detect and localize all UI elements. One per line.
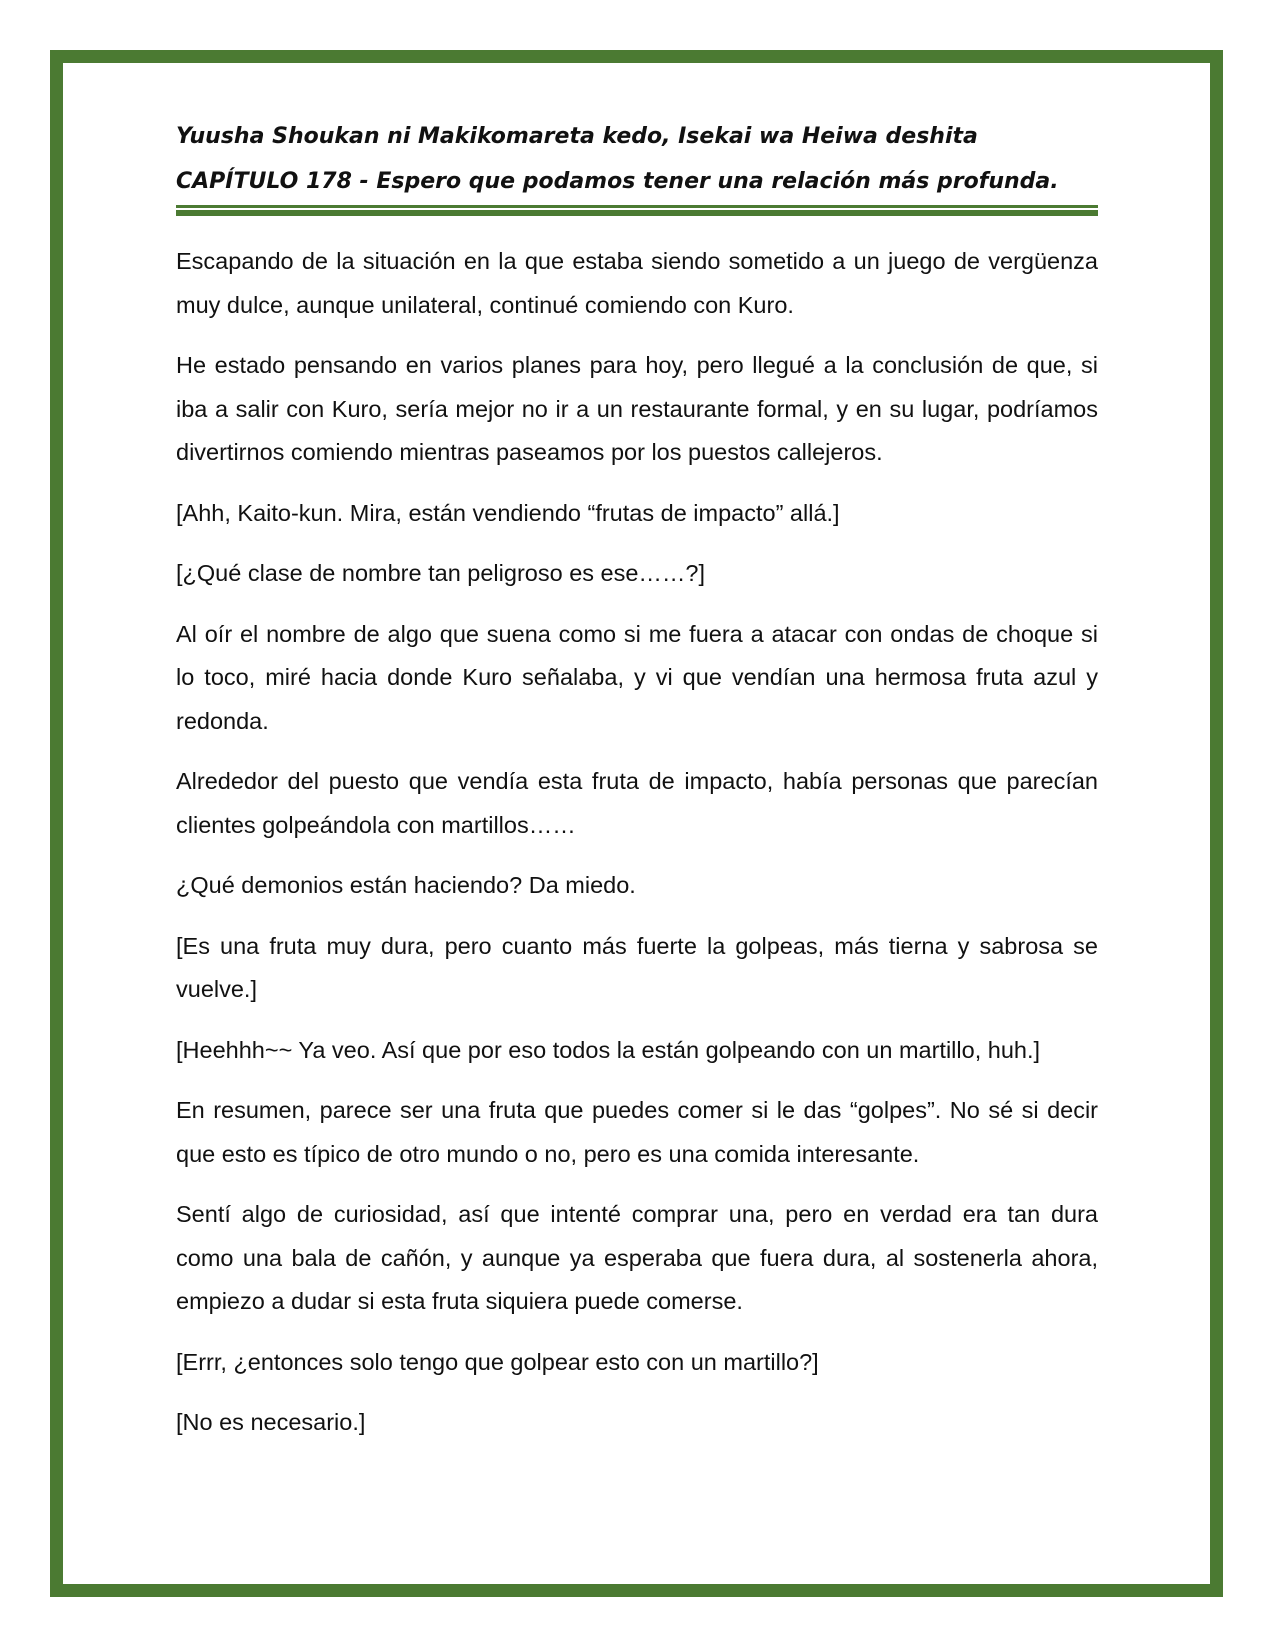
paragraph: [Es una fruta muy dura, pero cuanto más fuerte la golpeas, más tierna y sabrosa se vuelve.] — [176, 932, 1098, 1002]
body-text — [176, 240, 1098, 1445]
paragraph: [¿Qué clase de nombre tan peligroso es ese……?] — [176, 560, 706, 586]
paragraph: ¿Qué demonios están haciendo? Da miedo. — [176, 872, 636, 898]
paragraph: He estado pensando en varios planes para hoy, pero llegué a la conclusión de que, si iba a salir con Kuro, sería mejor no ir a un restaurante formal, y en su lugar, podríamos divertirnos comiendo mientras paseamos por los puestos callejeros. — [176, 352, 1098, 465]
paragraph: Al oír el nombre de algo que suena como si me fuera a atacar con ondas de choque si lo toco, miré hacia donde Kuro señalaba, y vi que vendían una hermosa fruta azul y redonda. — [176, 620, 1098, 734]
paragraph: Escapando de la situación en la que estaba siendo sometido a un juego de vergüenza muy dulce, aunque unilateral, continué comiendo con Kuro. — [176, 248, 1098, 318]
divider-thick-line — [176, 210, 1098, 216]
series-title: Yuusha Shoukan ni Makikomareta kedo, Isekai wa Heiwa deshita — [176, 124, 978, 149]
paragraph: En resumen, parece ser una fruta que puedes comer si le das “golpes”. No sé si decir que esto es típico de otro mundo o no, pero es una comida interesante. — [176, 1097, 1098, 1167]
title-divider — [176, 205, 1098, 216]
divider-thin-line — [176, 205, 1098, 208]
paragraph: [Heehhh~~ Ya veo. Así que por eso todos la están golpeando con un martillo, huh.] — [176, 1036, 1041, 1063]
paragraph: [Ahh, Kaito-kun. Mira, están vendiendo “frutas de impacto” allá.] — [176, 499, 840, 526]
chapter-title: CAPÍTULO 178 - Espero que podamos tener una relación más profunda. — [176, 169, 1059, 194]
paragraph: [Errr, ¿entonces solo tengo que golpear esto con un martillo?] — [176, 1348, 819, 1375]
document-content — [176, 112, 1098, 1462]
paragraph: Sentí algo de curiosidad, así que intenté comprar una, pero en verdad era tan dura como una bala de cañón, y aunque ya esperaba que fuera dura, al sostenerla ahora, empiezo a dudar si esta fruta siquiera puede comerse. — [176, 1201, 1098, 1314]
paragraph: Alrededor del puesto que vendía esta fruta de impacto, había personas que parecían clientes golpeándola con martillos…… — [176, 768, 1098, 838]
paragraph: [No es necesario.] — [176, 1409, 366, 1435]
